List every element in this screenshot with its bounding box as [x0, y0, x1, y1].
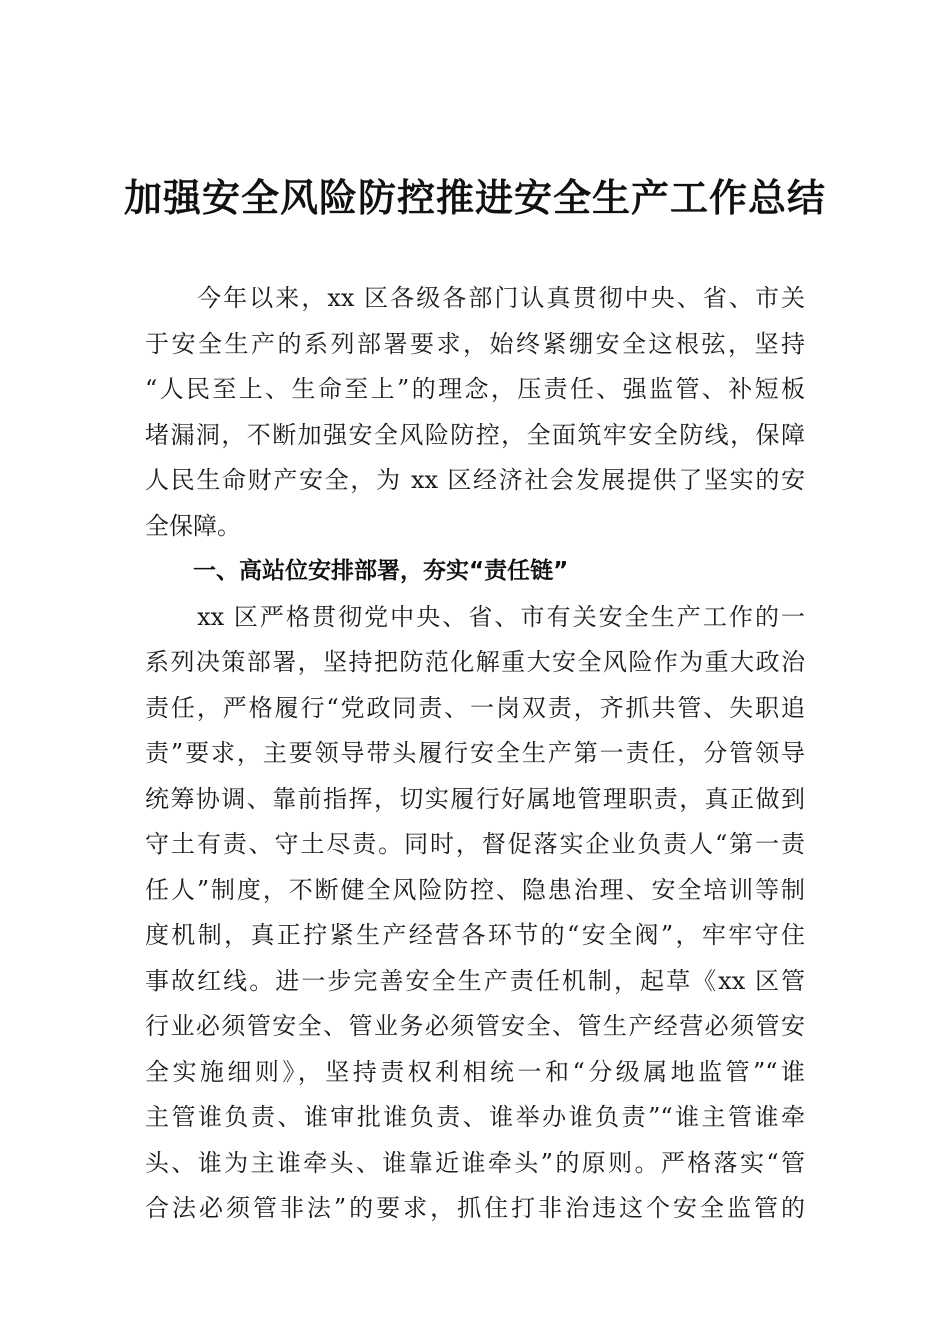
section-1-line-11: 全实施细则》，坚持责权利相统一和“分级属地监管”“谁 [145, 1057, 805, 1086]
section-1-heading: 一、高站位安排部署，夯实“责任链” [193, 558, 569, 584]
section-1-line-2: 系列决策部署，坚持把防范化解重大安全风险作为重大政治 [145, 648, 805, 676]
intro-line-3: “人民至上、生命至上”的理念，压责任、强监管、补短板 [145, 375, 805, 403]
section-1-line-6: 守土有责、守土尽责。同时，督促落实企业负责人“第一责 [145, 830, 805, 858]
section-1-line-1: xx 区严格贯彻党中央、省、市有关安全生产工作的一 [145, 602, 805, 631]
section-1-line-10: 行业必须管安全、管业务必须管安全、管生产经营必须管安 [145, 1012, 805, 1040]
intro-line-1: 今年以来，xx 区各级各部门认真贯彻中央、省、市关 [145, 284, 805, 312]
section-1-line-3: 责任，严格履行“党政同责、一岗双责，齐抓共管、失职追 [145, 693, 805, 722]
intro-line-2: 于安全生产的系列部署要求，始终紧绷安全这根弦，坚持 [145, 329, 805, 358]
intro-line-4: 堵漏洞，不断加强安全风险防控，全面筑牢安全防线，保障 [145, 420, 805, 449]
section-1-line-14: 合法必须管非法”的要求，抓住打非治违这个安全监管的 [145, 1194, 805, 1222]
section-1-line-7: 任人”制度，不断健全风险防控、隐患治理、安全培训等制 [145, 875, 805, 904]
intro-line-6: 全保障。 [145, 511, 241, 540]
section-1-line-4: 责”要求，主要领导带头履行安全生产第一责任，分管领导 [145, 739, 805, 767]
section-1-line-9: 事故红线。进一步完善安全生产责任机制，起草《xx 区管 [145, 966, 805, 995]
section-1-line-12: 主管谁负责、谁审批谁负责、谁举办谁负责”“谁主管谁牵 [145, 1103, 805, 1131]
section-1-line-8: 度机制，真正拧紧生产经营各环节的“安全阀”，牢牢守住 [145, 921, 805, 949]
intro-line-5: 人民生命财产安全，为 xx 区经济社会发展提供了坚实的安 [145, 466, 805, 494]
document-body [145, 276, 805, 1232]
section-1-line-5: 统筹协调、靠前指挥，切实履行好属地管理职责，真正做到 [145, 784, 805, 813]
document-title: 加强安全风险防控推进安全生产工作总结 [123, 175, 826, 220]
section-1-line-13: 头、谁为主谁牵头、谁靠近谁牵头”的原则。严格落实“管 [145, 1148, 805, 1177]
